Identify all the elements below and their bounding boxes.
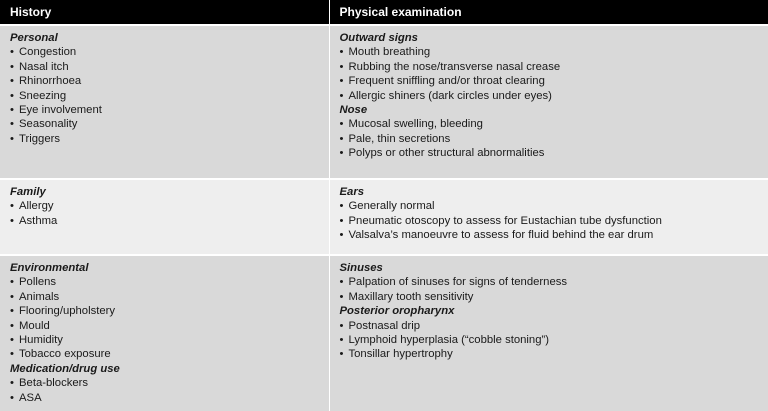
list-item (340, 199, 765, 213)
list-item-text: Generally normal (348, 200, 435, 213)
list-item-text: Flooring/upholstery (19, 305, 116, 318)
bullet-icon: • (339, 229, 344, 242)
list-item (10, 275, 325, 289)
list-item-text: Eye involvement (19, 104, 102, 117)
bullet-icon: • (339, 348, 344, 361)
section-heading: Family (10, 186, 46, 198)
list-item-text: Tonsillar hypertrophy (348, 348, 453, 361)
list-item (10, 304, 325, 318)
bullet-icon: • (339, 132, 344, 145)
bullet-icon: • (339, 60, 344, 73)
bullet-icon: • (10, 46, 14, 59)
bullet-icon: • (10, 104, 14, 117)
header-row (0, 0, 768, 25)
list-item-text: Mucosal swelling, bleeding (348, 118, 483, 131)
bullet-list (340, 45, 765, 103)
bullet-list (340, 319, 765, 362)
list-item (10, 376, 325, 390)
history-cell (0, 179, 329, 255)
history-column-header: History (0, 0, 329, 25)
history-cell (0, 25, 329, 179)
list-item-text: Frequent sniffling and/or throat clearing (348, 75, 545, 88)
section-heading: Sinuses (339, 262, 383, 274)
list-item-text: Nasal itch (19, 60, 69, 73)
bullet-icon: • (10, 200, 14, 213)
list-item (10, 132, 325, 146)
history-cell (0, 255, 329, 411)
list-item-text: Humidity (19, 334, 63, 347)
list-item-text: Pneumatic otoscopy to assess for Eustachian tube dysfunction (348, 214, 662, 227)
list-item-text: Rubbing the nose/transverse nasal crease (348, 60, 561, 73)
section-heading: Outward signs (339, 32, 418, 44)
list-item (340, 214, 765, 228)
list-item-text: Animals (19, 290, 60, 303)
list-item-text: Postnasal drip (348, 319, 421, 332)
list-item (340, 60, 765, 74)
bullet-list (10, 199, 325, 228)
list-item-text: Pale, thin secretions (348, 132, 451, 145)
bullet-list (10, 275, 325, 361)
list-item-text: Lymphoid hyperplasia (“cobble stoning”) (348, 334, 550, 347)
bullet-list (10, 376, 325, 405)
bullet-list (340, 199, 765, 242)
list-item (10, 290, 325, 304)
list-item (10, 333, 325, 347)
bullet-icon: • (339, 89, 344, 102)
list-item-text: Asthma (19, 214, 58, 227)
bullet-icon: • (339, 75, 344, 88)
section-heading: Nose (339, 104, 368, 117)
list-item-text: Polyps or other structural abnormalities (348, 147, 545, 160)
bullet-icon: • (10, 377, 14, 390)
bullet-icon: • (339, 214, 344, 227)
list-item (340, 74, 765, 88)
list-item (10, 199, 325, 213)
list-item (10, 391, 325, 405)
list-item-text: Allergic shiners (dark circles under eyes) (348, 89, 552, 102)
bullet-icon: • (10, 391, 14, 404)
list-item-text: Maxillary tooth sensitivity (348, 290, 474, 303)
list-item-text: Triggers (19, 132, 61, 145)
bullet-list (340, 275, 765, 304)
section-heading: Environmental (10, 262, 89, 274)
bullet-icon: • (10, 319, 14, 332)
list-item (340, 290, 765, 304)
bullet-icon: • (10, 348, 14, 361)
bullet-icon: • (10, 132, 14, 145)
list-item-text: Seasonality (19, 118, 78, 131)
list-item-text: Beta-blockers (19, 377, 89, 390)
list-item (10, 74, 325, 88)
bullet-icon: • (10, 60, 14, 73)
list-item (10, 214, 325, 228)
bullet-icon: • (10, 334, 14, 347)
bullet-icon: • (10, 276, 14, 289)
list-item-text: ASA (19, 391, 42, 404)
bullet-icon: • (339, 46, 344, 59)
bullet-icon: • (339, 147, 344, 160)
list-item-text: Tobacco exposure (19, 348, 111, 361)
section-heading: Posterior oropharynx (339, 305, 455, 318)
list-item-text: Pollens (19, 276, 57, 289)
list-item (10, 60, 325, 74)
bullet-list (340, 117, 765, 160)
list-item (340, 45, 765, 59)
list-item (10, 117, 325, 131)
bullet-icon: • (10, 214, 14, 227)
list-item-text: Congestion (19, 46, 77, 59)
bullet-icon: • (10, 290, 14, 303)
list-item (340, 117, 765, 131)
list-item-text: Mould (19, 319, 50, 332)
list-item (340, 347, 765, 361)
bullet-list (10, 45, 325, 146)
physical-exam-column-header: Physical examination (329, 0, 768, 25)
bullet-icon: • (10, 75, 14, 88)
bullet-icon: • (339, 290, 344, 303)
list-item (10, 347, 325, 361)
list-item (340, 132, 765, 146)
list-item (10, 89, 325, 103)
list-item (340, 89, 765, 103)
table-row (0, 179, 768, 255)
list-item (340, 333, 765, 347)
list-item-text: Mouth breathing (348, 46, 431, 59)
list-item-text: Sneezing (19, 89, 67, 102)
table-row (0, 255, 768, 411)
bullet-icon: • (10, 305, 14, 318)
bullet-icon: • (10, 89, 14, 102)
list-item (340, 228, 765, 242)
table-row (0, 25, 768, 179)
bullet-icon: • (339, 319, 344, 332)
list-item-text: Allergy (19, 200, 54, 213)
physical-exam-cell (329, 179, 768, 255)
bullet-icon: • (339, 334, 344, 347)
bullet-icon: • (10, 118, 14, 131)
list-item-text: Rhinorrhoea (19, 75, 82, 88)
list-item (10, 319, 325, 333)
list-item (340, 319, 765, 333)
section-heading: Personal (10, 32, 58, 44)
list-item-text: Valsalva’s manoeuvre to assess for fluid behind the ear drum (348, 229, 654, 242)
section-heading: Ears (339, 186, 364, 198)
list-item-text: Palpation of sinuses for signs of tenderness (348, 276, 568, 289)
list-item (10, 45, 325, 59)
physical-exam-cell (329, 255, 768, 411)
list-item (340, 146, 765, 160)
bullet-icon: • (339, 276, 344, 289)
section-heading: Medication/drug use (10, 362, 120, 375)
bullet-icon: • (339, 118, 344, 131)
bullet-icon: • (339, 200, 344, 213)
physical-exam-cell (329, 25, 768, 179)
list-item (340, 275, 765, 289)
list-item (10, 103, 325, 117)
